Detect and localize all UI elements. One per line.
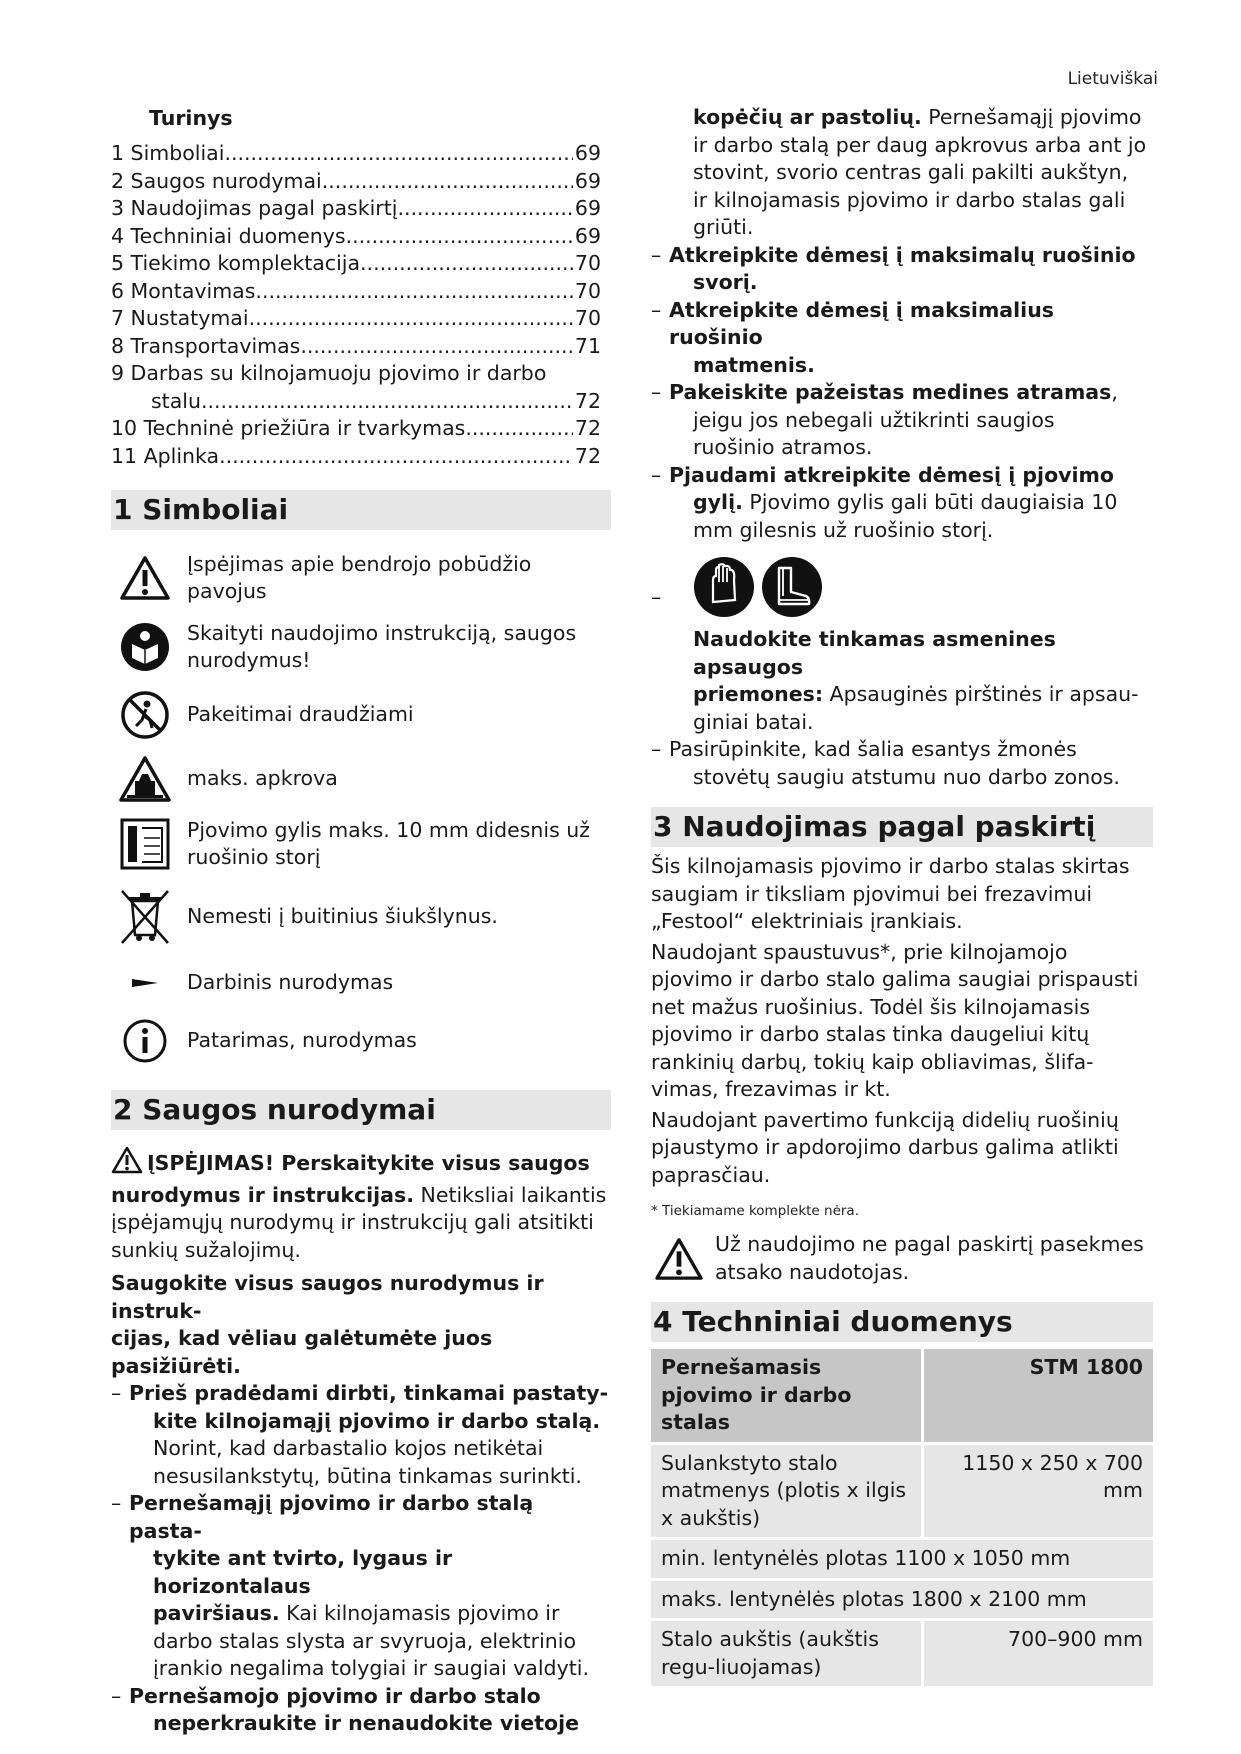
toc-item[interactable] [111,140,601,168]
table-cell: maks. lentynėlės plotas 1800 x 2100 mm [651,1581,1153,1619]
toc-label: 10 Techninė priežiūra ir tvarkymas [111,416,466,440]
max-load-icon [111,755,179,803]
gloves-icon [693,556,755,618]
symbol-row [111,1012,611,1070]
toc-label: 5 Tiekimo komplektacija [111,251,361,275]
bullet-text: , [1111,380,1118,404]
toc-item[interactable] [111,195,601,223]
bullet-text: Kai kilnojamasis pjovimo ir [279,1601,560,1625]
bullet-text: Pernešamąjį pjovimo [921,105,1142,129]
paragraph-line: „Festool“ elektriniais įrankiais. [651,909,963,933]
toc-page: 70 [574,306,601,330]
toc-item[interactable] [111,223,601,251]
toc-page: 70 [574,278,601,303]
symbol-row [111,880,611,954]
crossed-bin-icon [111,887,179,947]
safety-bullet: – Prieš pradėdami dirbti, tinkamai pastaty- kite kilnojamąjį pjovimo ir darbo stalą. Norint, kad darbastalio kojos netikėtai nesusilankstytų, būtina tinkamas surinkti. [111,1380,611,1490]
toc-leader [300,333,573,361]
toc-label: stalu [151,388,201,413]
symbol-list [111,542,611,1070]
paragraph-line: pjovimo ir darbo stalo galima saugiai prispausti [651,967,1139,991]
safety-bullet: – Pernešamąjį pjovimo ir darbo stalą pasta- tykite ant tvirto, lygaus ir horizontalaus paviršiaus. Kai kilnojamasis pjovimo ir darbo stalas slysta ar svyruoja, elektrinio įrankio negalima tolygiai ir saugiai valdyti. [111,1490,611,1683]
toc-leader [224,140,572,168]
table-cell: Pernešamasis pjovimo ir darbo stalas [651,1349,921,1442]
section-heading: 2 Saugos nurodymai [111,1090,611,1130]
toc-title: Turinys [149,106,233,130]
toc-page: 69 [574,168,601,193]
toc-item[interactable] [111,305,601,333]
left-column [111,104,611,1738]
symbol-row [111,614,611,680]
bullet-text: neperkraukite ir nenaudokite vietoje [153,1711,580,1735]
safety-bullet: – Pasirūpinkite, kad šalia esantys žmonės stovėtų saugiu atstumu nuo darbo zonos. [651,736,1153,791]
table-cell: Sulankstyto stalo matmenys (plotis x ilgis x aukštis) [651,1445,921,1538]
toc-leader [249,305,573,333]
warning-small-icon [111,1146,147,1182]
safety-boots-icon [761,556,823,618]
bullet-text: griūti. [693,215,754,239]
bullet-text: jeigu jos nebegali užtikrinti saugios [693,407,1055,432]
safety-intro [111,1146,611,1738]
toc-page: 69 [574,223,601,248]
toc-leader [201,388,573,416]
safety-bullet-ppe: – Naudokite tinkamas asmenines apsaugos priemones: Apsauginės pirštinės ir apsau- giniai batai. [651,556,1153,736]
symbol-row [111,954,611,1012]
bullet-text: darbo stalas slysta ar svyruoja, elektrinio [153,1628,577,1653]
bullet-text: tykite ant tvirto, lygaus ir horizontalaus [153,1546,453,1598]
toc-page: 72 [574,388,601,413]
warning-text: įspėjamųjų nurodymų ir instrukcijų gali atsitikti [111,1210,594,1234]
bullet-text: Pjovimo gylis gali būti daugiaisia 10 [742,490,1118,514]
safety-bullet: – Pernešamojo pjovimo ir darbo stalo neperkraukite ir nenaudokite vietoje [111,1683,611,1738]
toc-label: 6 Montavimas [111,278,256,303]
misuse-warning [651,1231,1153,1286]
paragraph-line: Naudojant pavertimo funkciją didelių ruošinių [651,1107,1119,1132]
table-cell: min. lentynėlės plotas 1100 x 1050 mm [651,1540,1153,1578]
paragraph-line: pjaustymo ir apdorojimo darbus galima atlikti [651,1135,1119,1159]
toc-page: 69 [574,141,601,165]
safety-bullet: – Atkreipkite dėmesį į maksimalų ruošinio svorį. [651,242,1153,297]
section-heading: 4 Techniniai duomenys [651,1302,1153,1342]
bullet-text: svorį. [693,270,758,294]
toc-label: 11 Aplinka [111,443,220,468]
footnote: * Tiekiamame komplekte nėra. [651,1203,859,1219]
toc-leader [465,415,573,443]
table-cell: STM 1800 [921,1349,1153,1442]
bullet-text: Pasirūpinkite, kad šalia esantys žmonės [669,737,1077,761]
symbol-text: maks. apkrova [187,766,338,791]
symbol-text: Pakeitimai draudžiami [187,702,414,727]
symbol-row [111,680,611,750]
info-icon [111,1018,179,1064]
toc-label: 8 Transportavimas [111,333,301,358]
cut-depth-icon [111,818,179,870]
toc-page: 72 [574,443,601,468]
bullet-text: Atkreipkite dėmesį į maksimalius ruošinio [669,297,1054,349]
read-manual-icon [111,622,179,672]
section-heading: 3 Naudojimas pagal paskirtį [651,807,1153,847]
table-cell: 700–900 mm [921,1621,1153,1686]
table-cell: 1150 x 250 x 700 mm [921,1445,1153,1538]
warning-triangle-icon [111,555,179,601]
bullet-text: Norint, kad darbastalio kojos netikėtai [153,1436,544,1460]
toc-item[interactable] [111,415,601,443]
right-column [651,104,1153,1689]
toc-item[interactable] [111,360,601,388]
toc-leader [360,250,573,278]
paragraph-line: pjovimo ir darbo stalas tinka daugeliui kitų [651,1022,1090,1046]
bullet-text: nesusilankstytų, būtina tinkamas surinkti. [153,1463,582,1488]
symbol-row [111,750,611,808]
symbol-text: Pjovimo gylis maks. 10 mm didesnis už ruošinio storį [187,817,591,869]
tech-data-table [651,1346,1153,1689]
bullet-text: stovint, svorio centras gali pakilti aukštyn, [693,160,1129,184]
warning-text: Netiksliai laikantis [413,1182,607,1207]
safety-bullet-continued [651,104,1153,242]
symbol-text: Nemesti į buitinius šiukšlynus. [187,904,498,929]
bullet-text: stovėtų saugiu atstumu nuo darbo zonos. [693,764,1120,789]
paragraph-line: vimas, frezavimas ir kt. [651,1077,891,1101]
bullet-text: paviršiaus. [153,1601,280,1625]
toc-leader [219,443,573,471]
paragraph-line: Naudojant spaustuvus*, prie kilnojamojo [651,939,1068,964]
ppe-icons [669,556,1153,620]
bullet-text: ir darbo stalą per daug apkrovus arba ant jo [693,132,1147,157]
toc-leader [255,278,572,306]
toc-item[interactable] [111,250,601,278]
bullet-text: giniai batai. [693,709,814,734]
toc-label: 2 Saugos nurodymai [111,168,322,193]
toc-item[interactable] [111,443,601,471]
section-heading: 1 Simboliai [111,490,611,530]
toc-leader [346,223,573,251]
safety-bullet: – Pakeiskite pažeistas medines atramas, jeigu jos nebegali užtikrinti saugios ruošinio atramos. [651,379,1153,462]
bullet-text: Prieš pradėdami dirbti, tinkamai pastaty- [129,1381,609,1405]
table-header-row [651,1349,1153,1442]
toc-list [111,140,611,470]
no-modification-icon [111,690,179,740]
language-label: Lietuviškai [1067,69,1158,89]
bullet-text: įrankio negalima tolygiai ir saugiai valdyti. [153,1656,589,1680]
table-row [651,1581,1153,1619]
symbol-text: Darbinis nurodymas [187,970,394,995]
symbol-text: Skaityti naudojimo instrukciją, saugos nurodymus! [187,620,577,672]
toc-label: 1 Simboliai [111,141,225,165]
bullet-text: gylį. [693,490,743,514]
toc-page: 70 [574,251,601,275]
toc-label: 4 Techniniai duomenys [111,223,346,248]
bullet-text: Pernešamąjį pjovimo ir darbo stalą pasta- [129,1491,534,1543]
table-cell: Stalo aukštis (aukštis regu-liuojamas) [651,1621,921,1686]
paragraph-line: net mažus ruošinius. Todėl šis kilnojamasis [651,994,1091,1019]
safety-bullet: – Pjaudami atkreipkite dėmesį į pjovimo gylį. Pjovimo gylis gali būti daugiaisia 10 mm gilesnis už ruošinio storį. [651,462,1153,545]
paragraph-line: saugiam ir tiksliam pjovimui bei frezavimui [651,881,1093,906]
bullet-text: Naudokite tinkamas asmenines apsaugos [693,627,1056,679]
misuse-warning-text: Už naudojimo ne pagal paskirtį pasekmes atsako naudotojas. [715,1232,1144,1284]
warning-triangle-icon [651,1237,707,1281]
toc-item[interactable] [111,168,601,196]
bullet-text: mm gilesnis už ruošinio storį. [693,517,994,542]
toc-label: 7 Nustatymai [111,306,249,330]
bullet-text: Pernešamojo pjovimo ir darbo stalo [129,1683,541,1708]
bullet-text: Atkreipkite dėmesį į maksimalų ruošinio [669,242,1136,267]
bullet-text: priemones: [693,682,824,706]
arrow-icon [111,978,179,988]
keep-instructions: cijas, kad vėliau galėtumėte juos pasižiūrėti. [111,1326,493,1378]
table-row [651,1445,1153,1538]
toc-item[interactable] [111,333,601,361]
bullet-text: Apsauginės pirštinės ir apsau- [823,682,1139,706]
toc-page: 72 [574,416,601,440]
symbol-text: Patarimas, nurodymas [187,1028,417,1053]
toc-page: 69 [574,196,601,220]
warning-bold: nurodymus ir instrukcijas. [111,1182,414,1207]
bullet-text: ruošinio atramos. [693,435,873,459]
paragraph-line: Šis kilnojamasis pjovimo ir darbo stalas skirtas [651,854,1130,878]
symbol-text: Įspėjimas apie bendrojo pobūdžio pavojus [187,551,532,603]
toc-item[interactable] [111,388,601,416]
bullet-text: kite kilnojamąjį pjovimo ir darbo stalą. [153,1408,601,1433]
warning-text: sunkių sužalojimų. [111,1237,301,1262]
paragraph-line: rankinių darbų, tokių kaip obliavimas, šlifa- [651,1049,1094,1074]
safety-bullet: – Atkreipkite dėmesį į maksimalius ruošinio matmenis. [651,297,1153,380]
table-row [651,1540,1153,1578]
bullet-text: ir kilnojamasis pjovimo ir darbo stalas gali [693,187,1126,212]
keep-instructions: Saugokite visus saugos nurodymus ir instruk- [111,1271,544,1323]
toc-label: 9 Darbas su kilnojamuoju pjovimo ir darbo [111,361,547,385]
symbol-row [111,542,611,614]
symbol-row [111,808,611,880]
warning-heading: ĮSPĖJIMAS! Perskaitykite visus saugos [147,1151,590,1175]
toc-page: 71 [574,333,601,358]
bullet-text: matmenis. [693,352,815,377]
toc-item[interactable] [111,278,601,306]
table-row [651,1621,1153,1686]
toc-leader [322,168,573,196]
intended-use [651,853,1153,1286]
paragraph-line: paprasčiau. [651,1162,771,1187]
bullet-text: kopėčių ar pastolių. [693,105,922,129]
bullet-text: Pakeiskite pažeistas medines atramas [669,380,1112,404]
toc-leader [397,195,572,223]
toc-label: 3 Naudojimas pagal paskirtį [111,196,398,220]
bullet-text: Pjaudami atkreipkite dėmesį į pjovimo [669,462,1114,487]
